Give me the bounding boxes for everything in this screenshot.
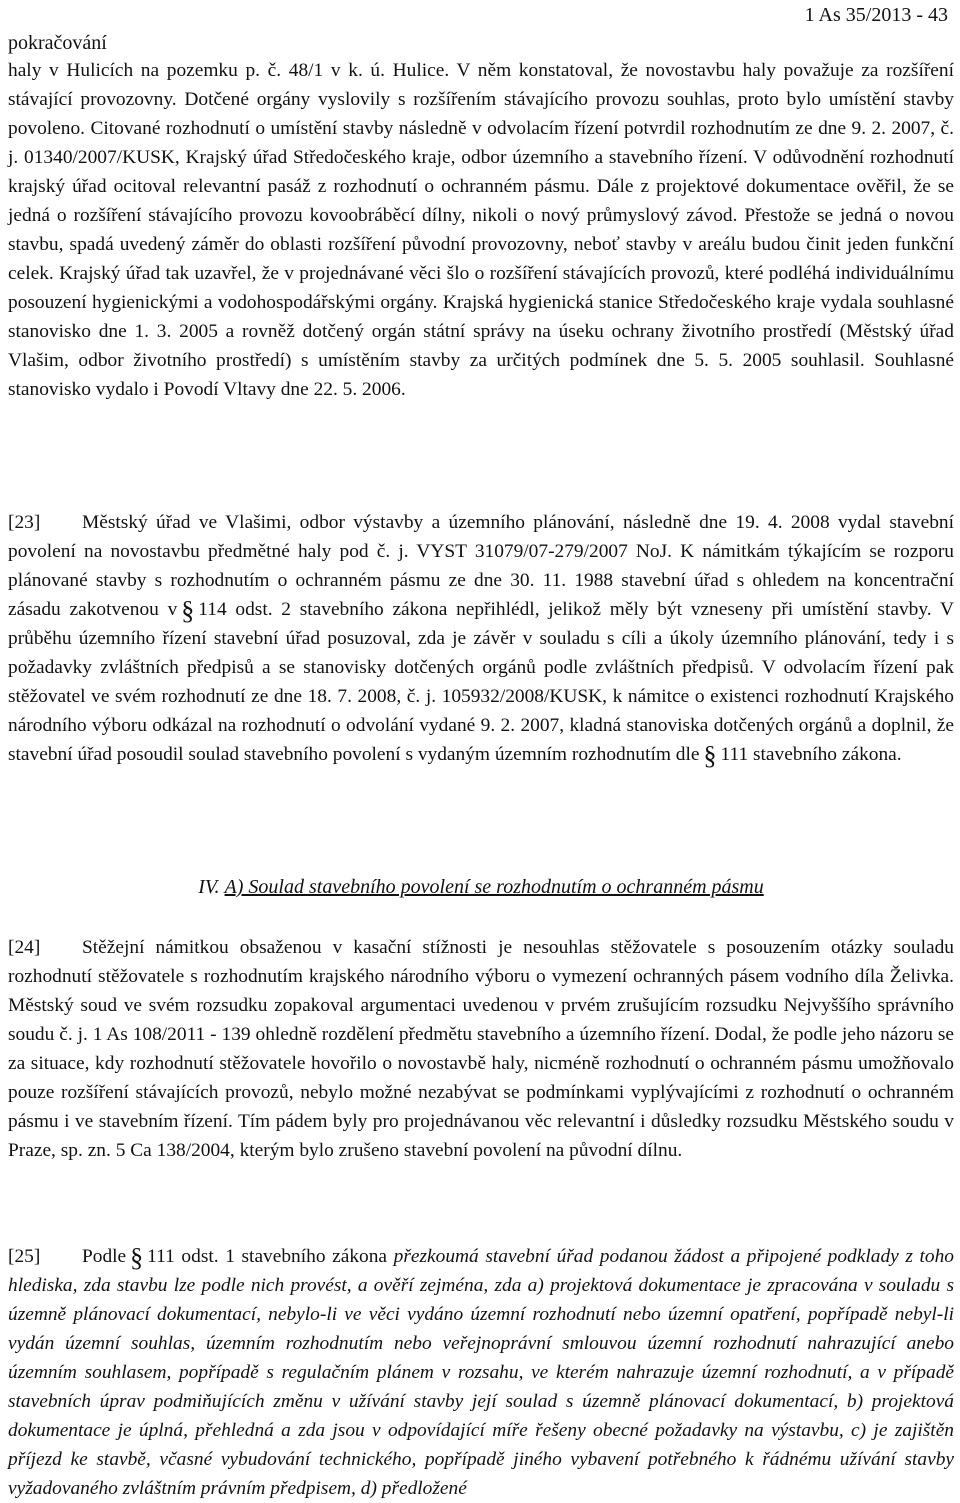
paragraph-25 bbox=[8, 1242, 954, 1503]
paragraph-text: 111 odst. 1 stavebního zákona bbox=[147, 1246, 388, 1267]
section-sign: § bbox=[130, 1243, 144, 1272]
section-sign: § bbox=[703, 741, 717, 770]
paragraph-24 bbox=[8, 933, 954, 1165]
section-heading bbox=[8, 873, 954, 901]
case-number: 1 As 35/2013 - 43 bbox=[804, 4, 948, 26]
paragraph-text: Podle bbox=[82, 1246, 127, 1267]
quoted-law-text: přezkoumá stavební úřad podanou žádost a připojené podklady z toho hlediska, zda stavbu lze podle nich provést, a ověří zejména, zda a) projektová dokumentace je zpracována v souladu s územně plánovací dokumentací, nebylo-li ve věci vydáno územní rozhodnutí nebo územní opatření, popřípadě nebyl-li vydán územní souhlas, územním rozhodnutím nebo veřejnoprávní smlouvou územní rozhodnutí nahrazující anebo územním souhlasem, popřípadě s regulačním plánem v rozsahu, ve kterém nahrazuje územní rozhodnutí, a v případě stavebních úprav podmiňujících změnu v užívání stavby její soulad s územně plánovací dokumentací, b) projektová dokumentace je úplná, přehledná a zda jsou v odpovídající míře řešeny obecné požadavky na výstavbu, c) je zajištěn příjezd ke stavbě, včasné vybudování technického, popřípadě jiného vybavení potřebného k řádnému užívání stavby vyžadovaného zvláštním právním předpisem, d) předložené bbox=[8, 1246, 954, 1499]
section-sign: § bbox=[181, 596, 195, 625]
paragraph-number: [25] bbox=[8, 1246, 41, 1267]
paragraph-number: [24] bbox=[8, 937, 41, 958]
paragraph-text: Městský úřad ve Vlašimi, odbor výstavby a územního plánování, následně dne 19. 4. 2008 vydal stavební povolení na novostavbu předmětné haly pod č. j. VYST 31079/07-279/2007 NoJ. K námitkám týkajícím se rozporu plánované stavby s rozhodnutím o ochranném pásmu ze dne 30. 11. 1988 stavební úřad s ohledem na koncentrační zásadu zakotvenou v bbox=[8, 512, 954, 620]
paragraph-continuation bbox=[8, 56, 954, 404]
paragraph-23 bbox=[8, 508, 954, 769]
paragraph-text: Stěžejní námitkou obsaženou v kasační stížnosti je nesouhlas stěžovatele s posouzením otázky souladu rozhodnutí stěžovatele s rozhodnutím krajského národního výboru o vymezení ochranných pásem vodního díla Želivka. Městský soud ve svém rozsudku zopakoval argumentaci uvedenou v prvém zrušujícím rozsudku Nejvyššího správního soudu č. j. 1 As 108/2011 - 139 ohledně rozdělení předmětu stavebního a územního řízení. Dodal, že podle jeho názoru se za situace, kdy rozhodnutí stěžovatele hovořilo o novostavbě haly, nicméně rozhodnutí o ochranném pásmu umožňovalo pouze rozšíření stávajících provozů, nebylo možné nezabývat se podmínkami vyplývajícími z rozhodnutí o ochranném pásmu i ve stavebním řízení. Tím pádem byly pro projednávanou věc relevantní i důsledky rozsudku Městského soudu v Praze, sp. zn. 5 Ca 138/2004, kterým bylo zrušeno stavební povolení na původní dílnu. bbox=[8, 937, 954, 1161]
paragraph-text: 114 odst. 2 stavebního zákona nepřihlédl, jelikož měly být vzneseny při umístění stavby. V průběhu územního řízení stavební úřad posuzoval, zda je závěr v souladu s cíli a úkoly územního plánování, tedy i s požadavky zvláštních předpisů a se stanovisky dotčených orgánů podle zvláštních předpisů. V odvolacím řízení pak stěžovatel ve svém rozhodnutí ze dne 18. 7. 2008, č. j. 105932/2008/KUSK, k námitce o existenci rozhodnutí Krajského národního výboru odkázal na rozhodnutí o odvolání vydané 9. 2. 2007, kladná stanoviska dotčených orgánů a doplnil, že stavební úřad posoudil soulad stavebního povolení s vydaným územním rozhodnutím dle bbox=[8, 599, 954, 765]
paragraph-number: [23] bbox=[8, 512, 41, 533]
continuation-label: pokračování bbox=[8, 32, 107, 54]
paragraph-text: haly v Hulicích na pozemku p. č. 48/1 v k. ú. Hulice. V něm konstatoval, že novostavbu haly považuje za rozšíření stávající provozovny. Dotčené orgány vyslovily s rozšířením stávajícího provozu souhlas, proto bylo umístění stavby povoleno. Citované rozhodnutí o umístění stavby následně v odvolacím řízení potvrdil rozhodnutím ze dne 9. 2. 2007, č. j. 01340/2007/KUSK, Krajský úřad Středočeského kraje, odbor územního a stavebního řízení. V odůvodnění rozhodnutí krajský úřad ocitoval relevantní pasáž z rozhodnutí o ochranném pásmu. Dále z projektové dokumentace ověřil, že se jedná o rozšíření stávajícího provozu kovoobráběcí dílny, nikoli o nový průmyslový závod. Přestože se jedná o novou stavbu, spadá uvedený záměr do oblasti rozšíření původní provozovny, neboť stavby v areálu budou činit jeden funkční celek. Krajský úřad tak uzavřel, že v projednávané věci šlo o rozšíření stávajících provozů, které podléhá individuálnímu posouzení hygienickými a vodohospodářskými orgány. Krajská hygienická stanice Středočeského kraje vydala souhlasné stanovisko dne 1. 3. 2005 a rovněž dotčený orgán státní správy na úseku ochrany životního prostředí (Městský úřad Vlašim, odbor životního prostředí) s umístěním stavby za určitých podmínek dne 5. 5. 2005 souhlasil. Souhlasné stanovisko vydalo i Povodí Vltavy dne 22. 5. 2006. bbox=[8, 60, 954, 400]
section-title: A) Soulad stavebního povolení se rozhodnutím o ochranném pásmu bbox=[224, 876, 764, 898]
paragraph-text: 111 stavebního zákona. bbox=[720, 744, 902, 765]
section-roman-numeral: IV. bbox=[198, 876, 220, 898]
